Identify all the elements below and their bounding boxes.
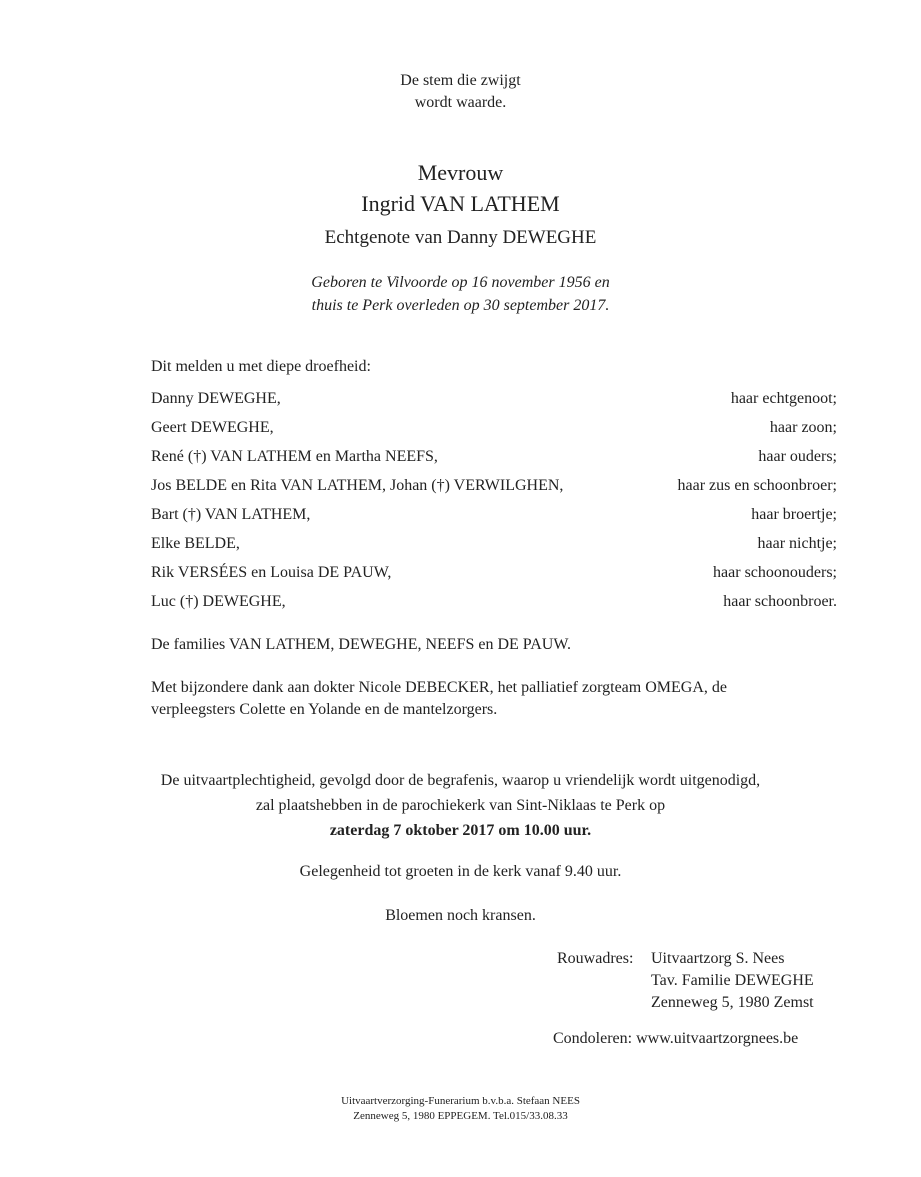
birth-death-info xyxy=(0,271,921,317)
address-line-3: Zenneweg 5, 1980 Zemst xyxy=(651,994,814,1011)
birth-line: Geboren te Vilvoorde op 16 november 1956 en xyxy=(311,274,610,291)
family-member-relation: haar zoon; xyxy=(769,419,837,436)
family-row xyxy=(151,446,837,475)
family-member-name: Geert DEWEGHE, xyxy=(151,419,274,436)
address-line-2: Tav. Familie DEWEGHE xyxy=(651,972,814,989)
family-member-relation: haar ouders; xyxy=(758,448,837,465)
motto-line-2: wordt waarde. xyxy=(414,94,507,111)
footer-line-1: Uitvaartverzorging-Funerarium b.v.b.a. Stefaan NEES xyxy=(341,1095,580,1107)
address-label: Rouwadres: xyxy=(557,950,634,967)
thanks-line-2: verpleegsters Colette en Yolande en de mantelzorgers. xyxy=(151,701,498,718)
family-row xyxy=(151,591,837,620)
motto xyxy=(0,70,921,114)
announcement-intro: Dit melden u met diepe droefheid: xyxy=(151,358,371,375)
greeting-info: Gelegenheid tot groeten in de kerk vanaf 9.40 uur. xyxy=(299,863,622,880)
deceased-name: Ingrid VAN LATHEM xyxy=(361,191,560,216)
family-list xyxy=(151,388,837,620)
families-line: De families VAN LATHEM, DEWEGHE, NEEFS en DE PAUW. xyxy=(151,636,571,653)
salutation: Mevrouw xyxy=(417,160,504,185)
family-member-relation: haar broertje; xyxy=(751,506,837,523)
family-row xyxy=(151,504,837,533)
spouse-line: Echtgenote van Danny DEWEGHE xyxy=(324,227,597,248)
family-row xyxy=(151,417,837,446)
family-member-name: Rik VERSÉES en Louisa DE PAUW, xyxy=(151,564,392,581)
family-member-relation: haar schoonbroer. xyxy=(723,593,837,610)
family-member-name: Elke BELDE, xyxy=(151,535,240,552)
ceremony-info xyxy=(0,768,921,843)
family-row xyxy=(151,388,837,417)
death-line: thuis te Perk overleden op 30 september 2017. xyxy=(311,297,610,314)
family-member-name: Jos BELDE en Rita VAN LATHEM, Johan (†) VERWILGHEN, xyxy=(151,477,564,494)
family-row xyxy=(151,475,837,504)
family-row xyxy=(151,562,837,591)
family-member-relation: haar schoonouders; xyxy=(713,564,837,581)
condolences-link: Condoleren: www.uitvaartzorgnees.be xyxy=(553,1030,799,1047)
footer-line-2: Zenneweg 5, 1980 EPPEGEM. Tel.015/33.08.33 xyxy=(353,1110,568,1122)
flowers-note: Bloemen noch kransen. xyxy=(385,907,536,924)
ceremony-line-2: zal plaatshebben in de parochiekerk van Sint-Niklaas te Perk op xyxy=(255,797,666,814)
ceremony-date-time: zaterdag 7 oktober 2017 om 10.00 uur. xyxy=(329,822,592,839)
thanks-line-1: Met bijzondere dank aan dokter Nicole DEBECKER, het palliatief zorgteam OMEGA, de xyxy=(151,679,727,696)
family-member-name: Luc (†) DEWEGHE, xyxy=(151,593,286,610)
family-member-name: Bart (†) VAN LATHEM, xyxy=(151,506,311,523)
address-line-1: Uitvaartzorg S. Nees xyxy=(651,950,785,967)
family-row xyxy=(151,533,837,562)
family-member-name: Danny DEWEGHE, xyxy=(151,390,281,407)
family-member-name: René (†) VAN LATHEM en Martha NEEFS, xyxy=(151,448,438,465)
family-member-relation: haar zus en schoonbroer; xyxy=(677,477,837,494)
mourning-address xyxy=(557,948,814,1014)
family-member-relation: haar nichtje; xyxy=(757,535,837,552)
family-member-relation: haar echtgenoot; xyxy=(730,390,837,407)
thanks-paragraph xyxy=(151,677,837,721)
ceremony-line-1: De uitvaartplechtigheid, gevolgd door de begrafenis, waarop u vriendelijk wordt uitgenodigd, xyxy=(160,772,761,789)
motto-line-1: De stem die zwijgt xyxy=(400,72,521,89)
funeral-home-footer xyxy=(0,1094,921,1124)
